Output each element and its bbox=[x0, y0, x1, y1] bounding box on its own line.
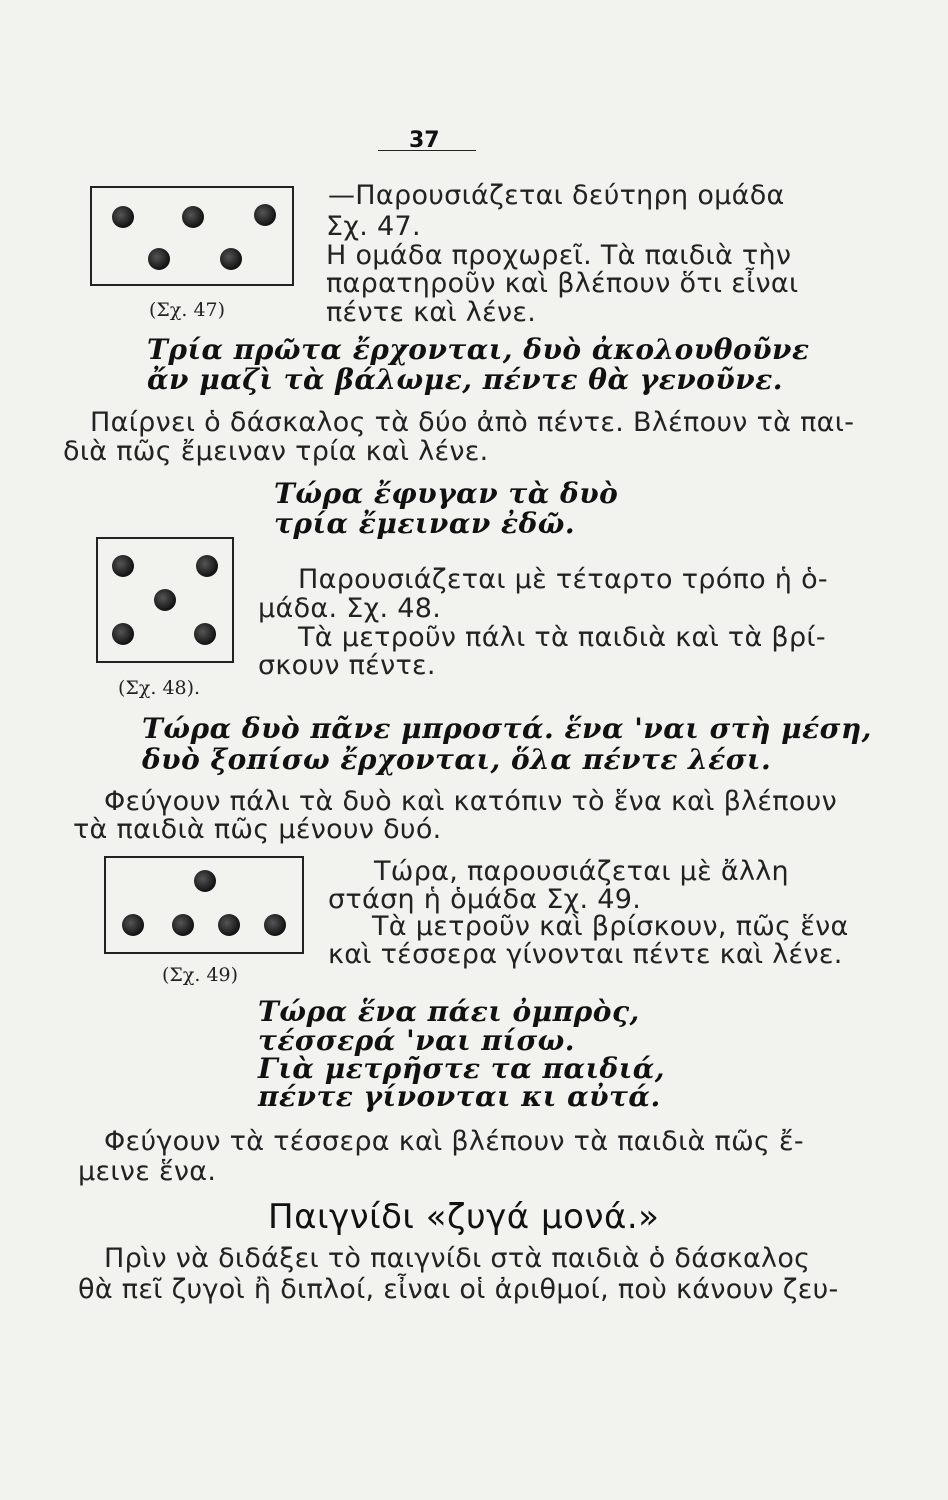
block3-line-1: Τώρα, παρουσιάζεται μὲ ἄλλη bbox=[374, 856, 789, 887]
para2-line-1: Φεύγουν πάλι τὰ δυὸ καὶ κατόπιν τὸ ἕνα καὶ βλέπουν bbox=[104, 786, 837, 817]
section-heading: Παιγνίδι «ζυγά μονά.» bbox=[268, 1197, 660, 1237]
figure-48-dot bbox=[112, 623, 134, 645]
verse4-line-1: Τώρα ἕνα πάει ὀμπρὸς, bbox=[258, 995, 640, 1028]
block1-line-1: —Παρουσιάζεται δεύτηρη ομάδα bbox=[328, 180, 785, 211]
figure-49-dot bbox=[194, 870, 216, 892]
figure-48-box bbox=[96, 537, 234, 663]
page-number: 37 bbox=[409, 128, 440, 153]
figure-47-box bbox=[90, 186, 294, 286]
block1-line-2: Σχ. 47. bbox=[326, 211, 421, 242]
verse4-line-3: Γιὰ μετρῆστε τα παιδιά, bbox=[258, 1052, 666, 1085]
verse1-line-1: Τρία πρῶτα ἔρχονται, δυὸ ἀκολουθοῦνε bbox=[147, 333, 810, 366]
figure-47-dot bbox=[254, 204, 276, 226]
verse2-line-1: Τώρα ἔφυγαν τὰ δυὸ bbox=[274, 477, 619, 510]
block2-line-3: Τὰ μετροῦν πάλι τὰ παιδιὰ καὶ τὰ βρί- bbox=[298, 622, 826, 653]
block2-line-2: μάδα. Σχ. 48. bbox=[258, 593, 442, 624]
para4-line-1: Πρὶν νὰ διδάξει τὸ παιγνίδι στὰ παιδιὰ ὁ δάσκαλος bbox=[104, 1243, 811, 1274]
para3-line-1: Φεύγουν τὰ τέσσερα καὶ βλέπουν τὰ παιδιὰ πῶς ἔ- bbox=[104, 1126, 804, 1157]
figure-47-dot bbox=[112, 206, 134, 228]
block2-line-4: σκουν πέντε. bbox=[258, 650, 436, 681]
block1-line-5: πέντε καὶ λένε. bbox=[326, 297, 537, 328]
figure-47-caption: (Σχ. 47) bbox=[149, 299, 226, 321]
verse3-line-2: δυὸ ξοπίσω ἔρχονται, ὅλα πέντε λέσι. bbox=[142, 743, 772, 776]
verse3-line-1: Τώρα δυὸ πᾶνε μπροστά. ἕνα 'ναι στὴ μέση, bbox=[142, 712, 872, 745]
figure-47-dot bbox=[148, 248, 170, 270]
block2-line-1: Παρουσιάζεται μὲ τέταρτο τρόπο ἡ ὁ- bbox=[298, 564, 828, 595]
verse2-line-2: τρία ἔμειναν ἐδῶ. bbox=[274, 507, 576, 540]
block1-line-4: παρατηροῦν καὶ βλέπουν ὅτι εἶναι bbox=[326, 268, 799, 299]
verse1-line-2: ἄν μαζὶ τὰ βάλωμε, πέντε θὰ γενοῦνε. bbox=[147, 363, 783, 396]
figure-48-dot bbox=[112, 555, 134, 577]
figure-49-dot bbox=[122, 914, 144, 936]
block3-line-4: καὶ τέσσερα γίνονται πέντε καὶ λένε. bbox=[328, 939, 843, 970]
figure-49-dot bbox=[172, 914, 194, 936]
figure-48-dot bbox=[194, 623, 216, 645]
figure-49-dot bbox=[264, 914, 286, 936]
figure-48-dot bbox=[154, 589, 176, 611]
verse4-line-2: τέσσερά 'ναι πίσω. bbox=[258, 1024, 576, 1057]
figure-47-dot bbox=[220, 248, 242, 270]
block3-line-2: στάση ἡ ὁμάδα Σχ. 49. bbox=[328, 884, 642, 915]
figure-49-dot bbox=[218, 914, 240, 936]
figure-49-box bbox=[104, 856, 304, 954]
para1-line-2: διὰ πῶς ἔμειναν τρία καὶ λένε. bbox=[63, 436, 489, 467]
block3-line-3: Τὰ μετροῦν καὶ βρίσκουν, πῶς ἕνα bbox=[372, 911, 849, 942]
verse4-line-4: πέντε γίνονται κι αὐτά. bbox=[258, 1080, 661, 1113]
figure-48-caption: (Σχ. 48). bbox=[118, 677, 201, 699]
figure-48-dot bbox=[196, 555, 218, 577]
figure-49-caption: (Σχ. 49) bbox=[162, 964, 239, 986]
para2-line-2: τὰ παιδιὰ πῶς μένουν δυό. bbox=[73, 814, 442, 845]
para1-line-1: Παίρνει ὁ δάσκαλος τὰ δύο ἀπὸ πέντε. Βλέπουν τὰ παι- bbox=[90, 407, 855, 438]
page-number-rule bbox=[378, 150, 476, 151]
block1-line-3: Η ομάδα προχωρεῖ. Τὰ παιδιὰ τὴν bbox=[326, 240, 792, 271]
para3-line-2: μεινε ἕνα. bbox=[78, 1156, 217, 1187]
figure-47-dot bbox=[182, 206, 204, 228]
para4-line-2: θὰ πεῖ ζυγοὶ ἢ διπλοί, εἶναι οἱ ἀριθμοί, ποὺ κάνουν ζευ- bbox=[78, 1274, 839, 1305]
